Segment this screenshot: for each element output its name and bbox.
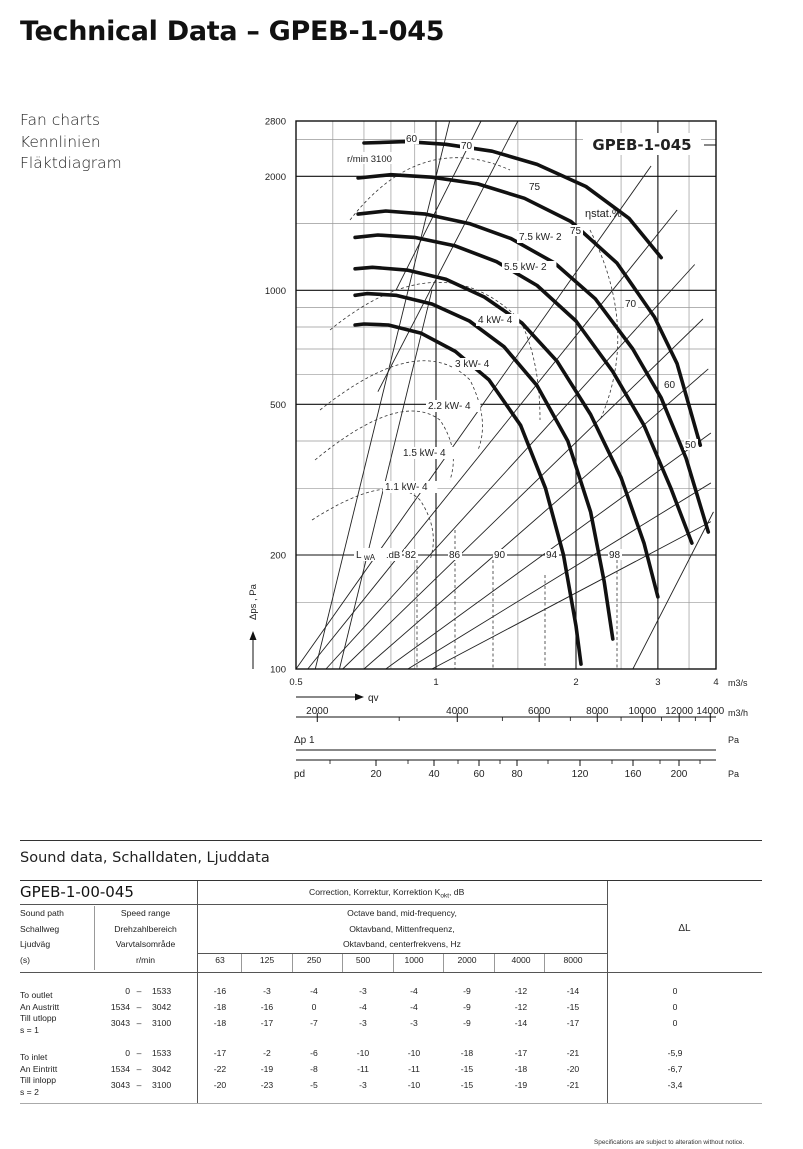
- table-model: GPEB-1-00-045: [20, 883, 134, 901]
- frequency-header: 1000: [404, 955, 424, 965]
- m3h-tick-label: 2000: [306, 706, 329, 717]
- correction-value: -9: [463, 1002, 471, 1012]
- sound-path-header: Schallweg: [20, 923, 60, 934]
- speed-range-header: Varvtalsområde: [115, 939, 176, 949]
- correction-value: -17: [566, 1018, 580, 1028]
- octave-header: Oktavband, Mittenfrequenz,: [349, 923, 455, 934]
- table-header-rule: [20, 904, 607, 905]
- correction-value: -9: [463, 986, 471, 996]
- y-tick-label: 2800: [264, 116, 286, 128]
- frequency-header: 63: [215, 955, 225, 965]
- correction-value: -6: [310, 1048, 318, 1058]
- speed-to: 3100: [152, 1018, 172, 1028]
- correction-value: -2: [263, 1048, 271, 1058]
- sound-path-header: Sound path: [20, 908, 64, 918]
- fan-curves: [355, 142, 708, 665]
- x-tick-label: 3: [655, 677, 661, 688]
- group-label: Till inlopp: [20, 1075, 56, 1085]
- speed-range-header: Speed range: [120, 908, 171, 918]
- fan-curve: [355, 294, 613, 639]
- correction-value: -3: [359, 986, 367, 996]
- correction-value: -10: [407, 1048, 421, 1058]
- correction-value: -21: [566, 1080, 580, 1090]
- pd-tick-label: 160: [624, 769, 642, 780]
- pd-tick-label: 120: [571, 769, 589, 780]
- speed-to: 1533: [152, 986, 172, 996]
- curve-label: 1.1 kW- 4: [385, 482, 428, 493]
- delta-l-header: ΔL: [678, 923, 691, 934]
- curve-label: 3 kW- 4: [455, 359, 490, 370]
- correction-value: -12: [514, 1002, 528, 1012]
- fan-label-en: Fan charts: [20, 111, 101, 129]
- m3h-tick-label: 12000: [665, 706, 694, 717]
- m3h-tick-label: 6000: [528, 706, 551, 717]
- y-tick-label: 500: [270, 399, 286, 411]
- speed-from: 3043: [110, 1018, 130, 1028]
- fan-label-sv: Fläktdiagram: [20, 154, 122, 172]
- correction-value: -17: [514, 1048, 528, 1058]
- correction-value: -23: [260, 1080, 274, 1090]
- speed-from: 0: [125, 986, 130, 996]
- correction-value: -4: [359, 1002, 367, 1012]
- sound-value: 98: [609, 550, 621, 561]
- efficiency-value: 75: [570, 226, 582, 237]
- efficiency-value: 50: [685, 440, 697, 451]
- page-title: Technical Data – GPEB-1-045: [20, 16, 445, 47]
- m3h-tick-label: 10000: [628, 706, 657, 717]
- pd-tick-label: 60: [473, 769, 485, 780]
- correction-value: -11: [357, 1064, 369, 1074]
- speed-dash: –: [136, 986, 142, 996]
- freq-col-divider: [292, 954, 293, 972]
- correction-value: -7: [310, 1018, 318, 1028]
- footer-note: Specifications are subject to alteration without notice.: [594, 1139, 745, 1146]
- speed-dash: –: [136, 1080, 142, 1090]
- correction-value: -18: [514, 1064, 528, 1074]
- group-label: s = 1: [20, 1024, 39, 1035]
- correction-value: -17: [260, 1018, 274, 1028]
- sound-section-title: Sound data, Schalldaten, Ljuddata: [20, 850, 270, 866]
- y-tick-label: 100: [270, 664, 286, 676]
- correction-value: -18: [460, 1048, 474, 1058]
- curve-label: 7.5 kW- 2: [519, 232, 562, 243]
- y-tick-label: 1000: [264, 285, 286, 297]
- delta-l-value: -5,9: [667, 1048, 683, 1058]
- correction-value: -4: [410, 1002, 418, 1012]
- m3h-unit: m3/h: [728, 708, 749, 718]
- dp1-label: Δp 1: [294, 735, 315, 746]
- m3h-tick-label: 14000: [696, 706, 725, 717]
- chart-frame: [296, 121, 716, 669]
- freq-col-divider: [443, 954, 444, 972]
- correction-value: -15: [460, 1064, 474, 1074]
- octave-header: Oktavband, centerfrekvens, Hz: [343, 939, 461, 949]
- delta-l-value: 0: [672, 986, 678, 996]
- correction-value: -3: [263, 986, 271, 996]
- y-tick-label: 200: [270, 550, 286, 562]
- m3h-tick-label: 8000: [586, 706, 609, 717]
- speed-range-header: r/min: [135, 954, 156, 965]
- correction-value: -14: [514, 1018, 528, 1028]
- sound-path-header: (s): [20, 954, 31, 965]
- system-line: [633, 512, 714, 669]
- sound-value: 86: [449, 550, 461, 561]
- curve-label: 2.2 kW- 4: [428, 401, 471, 412]
- correction-value: -4: [410, 986, 418, 996]
- correction-value: -15: [566, 1002, 580, 1012]
- speed-dash: –: [136, 1018, 142, 1028]
- efficiency-value: 60: [664, 380, 676, 391]
- y-tick-label: 2000: [264, 171, 286, 183]
- correction-value: -18: [213, 1002, 227, 1012]
- curve-label: 4 kW- 4: [478, 315, 513, 326]
- speed-dash: –: [136, 1002, 142, 1012]
- correction-value: -18: [213, 1018, 227, 1028]
- pd-unit: Pa: [728, 769, 740, 779]
- group-label: An Eintritt: [20, 1063, 58, 1074]
- fan-curve: [355, 324, 581, 664]
- system-line: [339, 290, 431, 669]
- sound-value: 82: [405, 550, 417, 561]
- system-line: [296, 166, 651, 669]
- pd-label: pd: [294, 769, 306, 780]
- system-line: [408, 483, 711, 669]
- speed-to: 3042: [152, 1002, 172, 1012]
- delta-l-value: 0: [672, 1018, 678, 1028]
- pd-tick-label: 80: [511, 769, 523, 780]
- freq-col-divider: [241, 954, 242, 972]
- efficiency-value: 70: [625, 299, 637, 310]
- speed-dash: –: [136, 1064, 142, 1074]
- correction-value: -10: [356, 1048, 370, 1058]
- dp1-unit: Pa: [728, 735, 740, 745]
- efficiency-value: 60: [406, 134, 418, 145]
- correction-value: -20: [566, 1064, 580, 1074]
- frequency-header: 500: [355, 955, 371, 965]
- correction-value: -19: [514, 1080, 528, 1090]
- group-label: To inlet: [20, 1052, 48, 1062]
- sound-label-sub: wA: [364, 553, 376, 562]
- sound-label-L: L: [356, 550, 362, 561]
- speed-from: 3043: [110, 1080, 130, 1090]
- correction-value: -12: [514, 986, 528, 996]
- freq-col-divider: [544, 954, 545, 972]
- speed-to: 3100: [152, 1080, 172, 1090]
- correction-value: -16: [260, 1002, 274, 1012]
- speed-label: r/min 3100: [347, 154, 392, 165]
- speed-from: 1534: [110, 1064, 130, 1074]
- x-tick-label: 2: [573, 677, 579, 688]
- x-tick-label: 0.5: [289, 677, 303, 688]
- pd-tick-label: 200: [670, 769, 688, 780]
- correction-value: -8: [310, 1064, 318, 1074]
- pd-tick-label: 40: [428, 769, 440, 780]
- correction-value: -3: [410, 1018, 418, 1028]
- y-axis-label: Δps , Pa: [248, 584, 259, 620]
- speed-from: 0: [125, 1048, 130, 1058]
- speed-to: 3042: [152, 1064, 172, 1074]
- pd-tick-label: 20: [370, 769, 382, 780]
- correction-value: -4: [310, 986, 318, 996]
- correction-value: -21: [566, 1048, 580, 1058]
- sound-label-db: .dB: [386, 550, 401, 561]
- frequency-header: 125: [259, 955, 275, 965]
- m3h-tick-label: 4000: [446, 706, 469, 717]
- correction-value: -22: [213, 1064, 227, 1074]
- efficiency-value: 75: [529, 182, 541, 193]
- correction-value: -10: [407, 1080, 421, 1090]
- delta-l-value: -3,4: [667, 1080, 683, 1090]
- x-tick-label: 4: [713, 677, 719, 688]
- dp-arrow-head: [250, 631, 257, 640]
- correction-header: Correction, Korrektur, Korrektion $K_{okt}$, dB: [309, 887, 465, 900]
- system-line: [308, 210, 677, 669]
- efficiency-lines: [296, 121, 713, 669]
- octave-header: Octave band, mid-frequency,: [347, 908, 457, 918]
- sound-value: 90: [494, 550, 506, 561]
- speed-dash: –: [136, 1048, 142, 1058]
- speed-to: 1533: [152, 1048, 172, 1058]
- correction-value: -17: [213, 1048, 227, 1058]
- correction-value: -9: [463, 1018, 471, 1028]
- correction-value: -11: [408, 1064, 420, 1074]
- correction-value: -5: [310, 1080, 318, 1090]
- table-bottom-rule: [20, 1103, 762, 1104]
- x-tick-label: 1: [433, 677, 439, 688]
- fan-label-de: Kennlinien: [20, 132, 101, 151]
- sound-value: 94: [546, 550, 558, 561]
- delta-l-value: 0: [672, 1002, 678, 1012]
- group-label: s = 2: [20, 1086, 39, 1097]
- table-col-divider: [607, 881, 608, 1103]
- sound-path-header: Ljudväg: [20, 939, 51, 949]
- curve-label: 1.5 kW- 4: [403, 448, 446, 459]
- group-label: Till utlopp: [20, 1013, 57, 1023]
- correction-value: -19: [260, 1064, 274, 1074]
- correction-value: 0: [311, 1002, 317, 1012]
- efficiency-value: 70: [461, 141, 473, 152]
- frequency-header: 250: [306, 955, 322, 965]
- correction-value: -16: [213, 986, 227, 996]
- chart-grid: [296, 121, 716, 669]
- group-label: An Austritt: [20, 1001, 60, 1012]
- qv-arrow-head: [355, 694, 364, 701]
- table-top-rule: [20, 880, 762, 881]
- section-divider: [20, 840, 762, 841]
- delta-l-value: -6,7: [667, 1064, 683, 1074]
- fan-curve: [355, 235, 692, 543]
- correction-value: -15: [460, 1080, 474, 1090]
- frequency-header: 8000: [563, 955, 583, 965]
- chart-title: GPEB-1-045: [592, 136, 692, 154]
- curve-label: 5.5 kW- 2: [504, 262, 547, 273]
- correction-value: -3: [359, 1080, 367, 1090]
- freq-col-divider: [494, 954, 495, 972]
- table-freq-rule: [197, 953, 607, 954]
- x-axis-label: qv: [368, 693, 379, 704]
- correction-value: -14: [566, 986, 580, 996]
- speed-range-header: Drehzahlbereich: [114, 923, 177, 934]
- correction-value: -3: [359, 1018, 367, 1028]
- frequency-header: 4000: [511, 955, 531, 965]
- table-header-bottom: [20, 972, 762, 973]
- chart-axes: [250, 121, 717, 766]
- correction-value: -20: [213, 1080, 227, 1090]
- chart-labels: [248, 117, 748, 781]
- efficiency-curve: [315, 411, 453, 480]
- efficiency-label: ηstat.%: [585, 208, 622, 220]
- system-line: [364, 369, 708, 669]
- speed-from: 1534: [110, 1002, 130, 1012]
- group-label: To outlet: [20, 990, 53, 1000]
- x-unit-label: m3/s: [728, 678, 748, 688]
- frequency-header: 2000: [457, 955, 477, 965]
- system-line: [315, 121, 449, 669]
